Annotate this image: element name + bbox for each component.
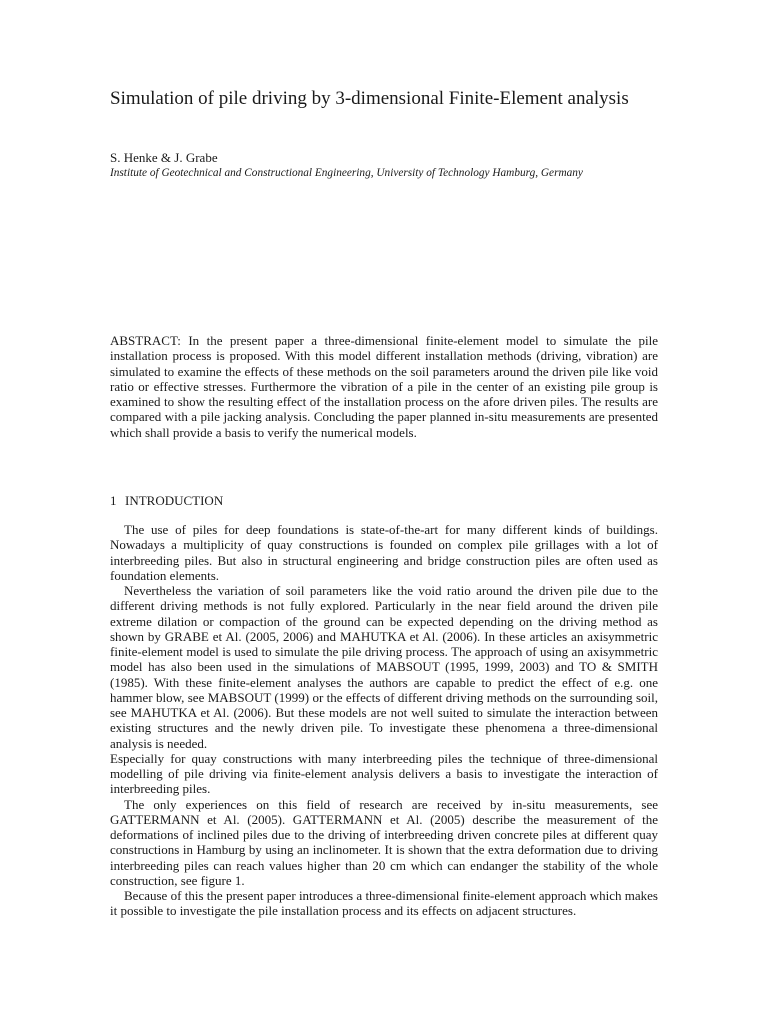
body-paragraph: The use of piles for deep foundations is state-of-the-art for many different kinds of buildings. Nowadays a multiplicity of quay constructions is founded on complex pile grillages with a lot of interbreeding piles. But also in structural engineering and bridge construction piles are often used as foundation elements. (110, 522, 658, 583)
section-heading (110, 493, 223, 509)
body-paragraph: Nevertheless the variation of soil parameters like the void ratio around the driven pile due to the different driving methods is not fully explored. Particularly in the near field around the driven pile extreme dilation or compaction of the ground can be expected depending on the driving method as shown by GRABE et Al. (2005, 2006) and MAHUTKA et Al. (2006). In these articles an axisymmetric finite-element model is used to simulate the pile driving process. The approach of using an axisymmetric model has also been used in the simulations of MABSOUT (1995, 1999, 2003) and TO & SMITH (1985). With these finite-element analyses the authors are capable to predict the effect of e.g. one hammer blow, see MABSOUT (1999) or the effects of different driving methods on the surrounding soil, see MAHUTKA et Al. (2006). But these models are not well suited to simulate the interaction between existing structures and the newly driven pile. To investigate these phenomena a three-dimensional analysis is needed. (110, 583, 658, 751)
paper-abstract: ABSTRACT: In the present paper a three-dimensional finite-element model to simulate the pile installation process is proposed. With this model different installation methods (driving, vibration) are simulated to examine the effects of these methods on the soil parameters around the driven pile like void ratio or effective stresses. Furthermore the vibration of a pile in the center of an existing pile group is examined to show the resulting effect of the installation process on the afore driven piles. The results are compared with a pile jacking analysis. Concluding the paper planned in-situ measurements are presented which shall provide a basis to verify the numerical models. (110, 333, 658, 440)
section-number: 1 (110, 493, 117, 508)
body-paragraph: The only experiences on this field of research are received by in-situ measurements, see GATTERMANN et Al. (2005). GATTERMANN et Al. (2005) describe the measurement of the deformations of inclined piles due to the driving of interbreeding driven concrete piles at different quay constructions in Hamburg by using an inclinometer. It is shown that the extra deformation due to driving interbreeding piles can reach values higher than 20 cm which can endanger the stability of the whole construction, see figure 1. (110, 796, 658, 888)
body-paragraph: Especially for quay constructions with many interbreeding piles the technique of three-dimensional modelling of pile driving via finite-element analysis delivers a basis to investigate the interaction of interbreeding piles. (110, 750, 658, 797)
body-paragraph: Because of this the present paper introduces a three-dimensional finite-element approach which makes it possible to investigate the pile installation process and its effects on adjacent structures. (110, 888, 658, 919)
paper-title: Simulation of pile driving by 3-dimensional Finite-Element analysis (110, 88, 629, 109)
section-title: INTRODUCTION (125, 493, 224, 508)
section-body (110, 522, 658, 919)
paper-authors: S. Henke & J. Grabe (110, 150, 218, 165)
paper-affiliation: Institute of Geotechnical and Constructional Engineering, University of Technology Hamburg, Germany (110, 167, 583, 179)
